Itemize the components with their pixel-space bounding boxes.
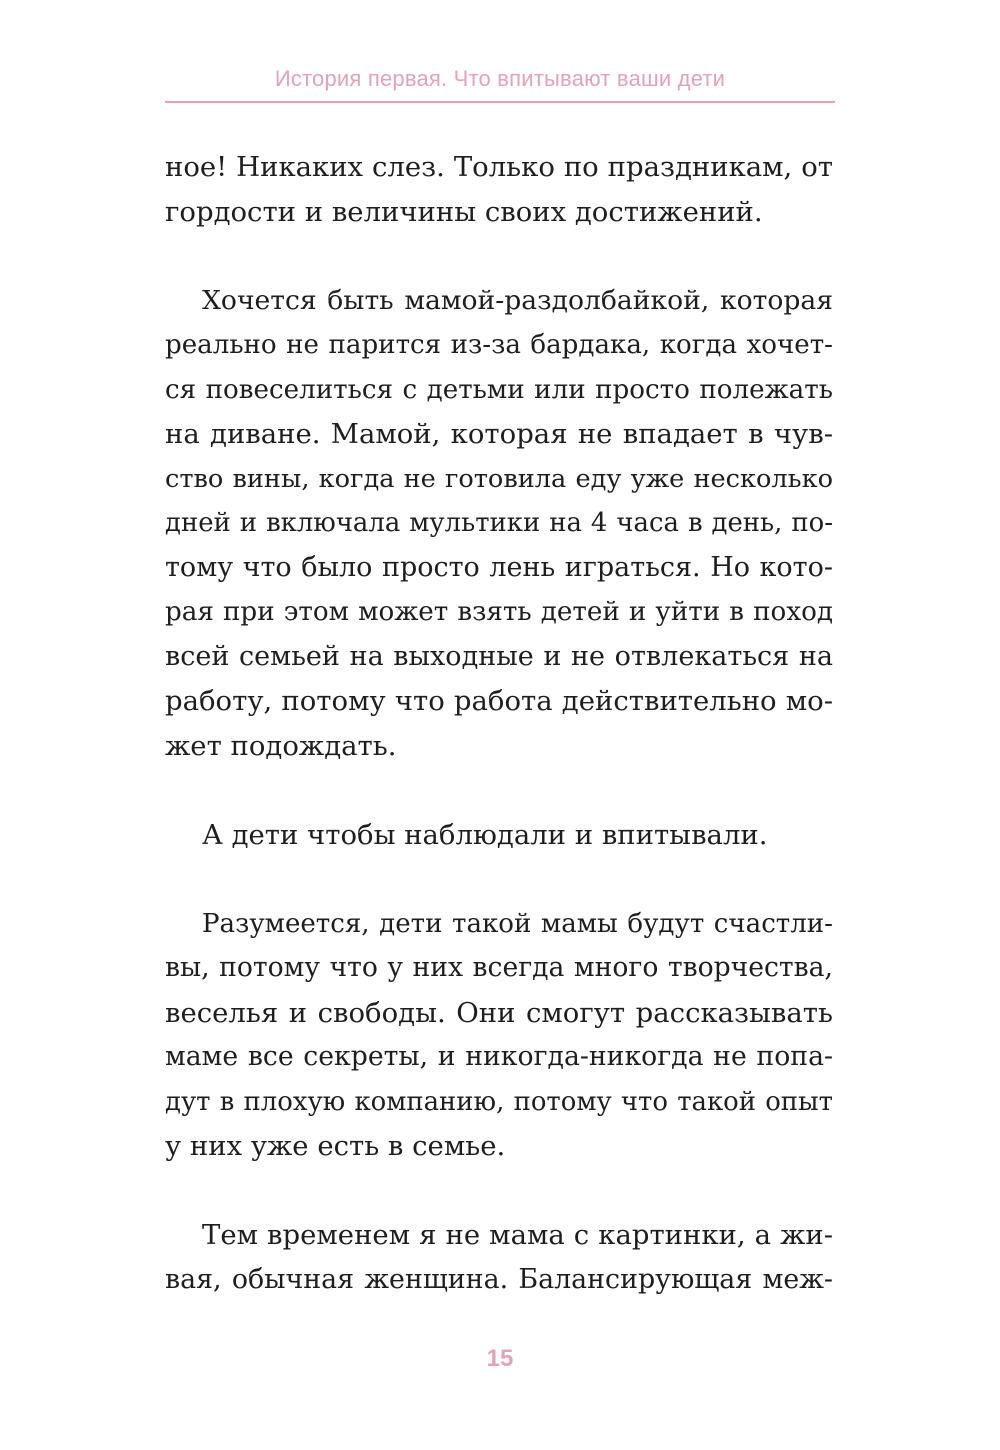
running-header: История первая. Что впитывают ваши дети — [274, 66, 726, 91]
header-divider — [165, 101, 835, 103]
paragraph — [165, 145, 833, 234]
text-line: жет подождать. — [165, 729, 397, 762]
text-line: ся повеселиться с детьми или просто полежать — [165, 374, 833, 405]
text-line: дней и включала мультики на 4 часа в день, по- — [165, 508, 833, 538]
text-line: А дети чтобы наблюдали и впитывали. — [202, 818, 768, 851]
text-line: дут в плохую компанию, потому что такой опыт — [165, 1086, 833, 1117]
text-line: на диване. Мамой, которая не впадает в чув- — [165, 418, 833, 450]
page-body — [165, 145, 833, 1302]
text-line: всей семьей на выходные и не отвлекаться на — [165, 640, 833, 672]
text-line: ство вины, когда не готовила еду уже несколько — [165, 463, 833, 494]
text-line: маме все секреты, и никогда-никогда не попа- — [165, 1041, 833, 1072]
paragraph-gap — [165, 1169, 833, 1214]
paragraph — [165, 902, 833, 1169]
text-line: веселья и свободы. Они смогут рассказывать — [165, 996, 833, 1029]
text-line: рая при этом может взять детей и уйти в поход — [165, 597, 833, 627]
text-line: гордости и величины своих достижений. — [165, 195, 763, 228]
paragraph — [165, 279, 833, 769]
text-line: вая, обычная женщина. Балансирующая меж- — [165, 1263, 833, 1295]
page-number: 15 — [486, 1345, 514, 1372]
text-line: тому что было просто лень играться. Но кото- — [165, 551, 833, 583]
text-line: Тем временем я не мама с картинки, а жи- — [202, 1219, 833, 1251]
text-line: Хочется быть мамой-раздолбайкой, которая — [202, 284, 833, 316]
text-line: у них уже есть в семье. — [165, 1130, 506, 1162]
paragraph — [165, 813, 833, 858]
paragraph-gap — [165, 857, 833, 902]
text-line: ное! Никаких слез. Только по праздникам, от — [165, 151, 833, 183]
paragraph-gap — [165, 234, 833, 279]
text-line: вы, потому что у них всегда много творчества, — [165, 952, 833, 983]
paragraph-gap — [165, 768, 833, 813]
text-line: Разумеется, дети такой мамы будут счастли- — [202, 908, 833, 939]
text-line: работу, потому что работа действительно мо- — [165, 685, 833, 717]
text-line: реально не парится из-за бардака, когда хочет- — [165, 330, 833, 360]
paragraph — [165, 1213, 833, 1302]
